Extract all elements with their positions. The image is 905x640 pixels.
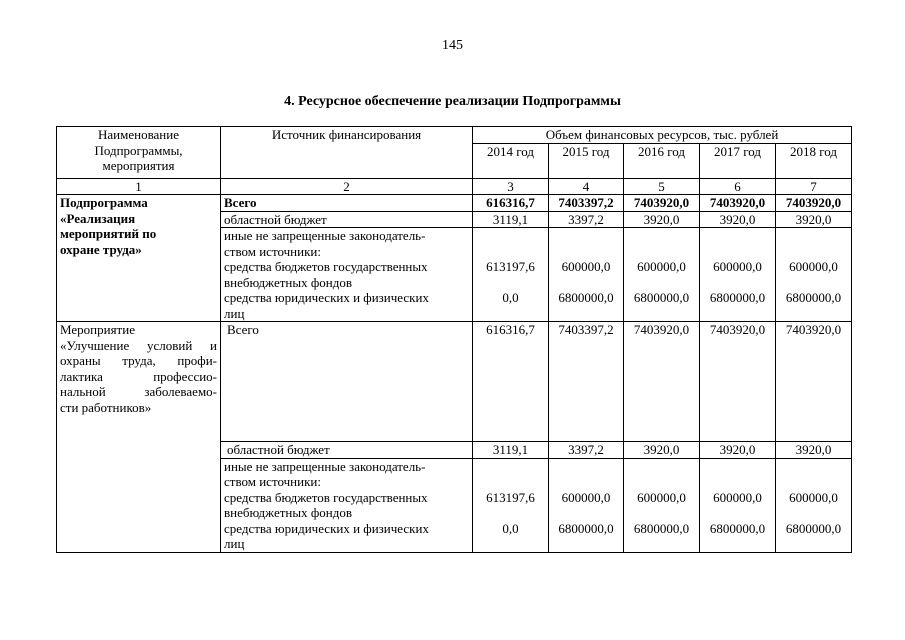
measure-total-label: Всего [221, 322, 473, 442]
legal-value: 6800000,0 [633, 290, 690, 305]
legal-value: 6800000,0 [558, 290, 614, 305]
subprogram-name-cell [57, 195, 221, 322]
legal-value: 6800000,0 [558, 520, 614, 536]
subprogram-total-2014: 616316,7 [473, 195, 549, 212]
subprogram-regional-2016: 3920,0 [624, 211, 700, 228]
label-line: ством источники: [224, 474, 321, 489]
measure-name-line: нальной заболеваемо- [60, 384, 217, 399]
funds-value: 600000,0 [561, 489, 611, 505]
column-number: 4 [549, 178, 624, 195]
measure-regional-2016: 3920,0 [624, 442, 700, 459]
measure-name-line: лактика профессио- [60, 368, 217, 384]
section-title: 4. Ресурсное обеспечение реализации Подпрограммы [284, 94, 621, 109]
subprogram-name-line: мероприятий по [60, 226, 157, 241]
subprogram-regional-2018: 3920,0 [776, 211, 852, 228]
header-name-line: Подпрограммы, [94, 142, 183, 158]
measure-name-line: сти работников» [60, 399, 152, 415]
label-line: средства бюджетов государственных [224, 259, 428, 274]
label-line: средства юридических и физических [224, 520, 429, 536]
subprogram-regional-2015: 3397,2 [549, 211, 624, 228]
legal-value: 6800000,0 [633, 520, 690, 536]
measure-total-2015: 7403397,2 [549, 322, 624, 442]
label-line: лиц [224, 536, 245, 551]
measure-total-2018: 7403920,0 [776, 322, 852, 442]
column-number: 5 [624, 178, 700, 195]
subprogram-regional-label: областной бюджет [221, 211, 473, 228]
subprogram-other-2014 [473, 228, 549, 322]
year-2018: 2018 год [776, 143, 852, 178]
label-line: средства бюджетов государственных [224, 489, 428, 505]
legal-value: 0,0 [502, 520, 519, 536]
subprogram-other-2015 [549, 228, 624, 322]
legal-value: 6800000,0 [785, 290, 842, 305]
subprogram-regional-2014: 3119,1 [473, 211, 549, 228]
year-2017: 2017 год [700, 143, 776, 178]
funds-value: 600000,0 [637, 489, 686, 505]
subprogram-name-line: «Реализация [60, 210, 136, 226]
measure-regional-2015: 3397,2 [549, 442, 624, 459]
measure-other-2014 [473, 458, 549, 552]
subprogram-name-line: охране труда» [60, 241, 142, 257]
measure-other-2015 [549, 458, 624, 552]
funds-value: 613197,6 [486, 489, 535, 505]
header-source-cell: Источник финансирования [221, 127, 473, 179]
subprogram-total-label: Всего [221, 195, 473, 212]
measure-regional-2014: 3119,1 [473, 442, 549, 459]
resource-table [56, 126, 852, 553]
subprogram-total-2017: 7403920,0 [700, 195, 776, 212]
measure-regional-2017: 3920,0 [700, 442, 776, 459]
subprogram-total-2018: 7403920,0 [776, 195, 852, 212]
subprogram-other-2018 [776, 228, 852, 322]
year-2014: 2014 год [473, 143, 549, 178]
funds-value: 600000,0 [713, 489, 762, 505]
subprogram-other-label [221, 228, 473, 322]
measure-name-line: Мероприятие [60, 322, 135, 337]
subprogram-total-2016: 7403920,0 [624, 195, 700, 212]
label-line: внебюджетных фондов [224, 274, 352, 290]
year-2015: 2015 год [549, 143, 624, 178]
measure-total-2017: 7403920,0 [700, 322, 776, 442]
header-name-line: Наименование [98, 127, 179, 142]
legal-value: 6800000,0 [709, 520, 766, 536]
measure-name-line: «Улучшение условий и [60, 337, 217, 353]
header-volume-group: Объем финансовых ресурсов, тыс. рублей [473, 127, 852, 144]
page-number: 145 [442, 38, 463, 53]
subprogram-total-2015: 7403397,2 [549, 195, 624, 212]
column-number: 3 [473, 178, 549, 195]
measure-other-label [221, 458, 473, 552]
funds-value: 600000,0 [789, 259, 838, 274]
subprogram-regional-2017: 3920,0 [700, 211, 776, 228]
header-row [57, 127, 852, 144]
header-name-cell [57, 127, 221, 179]
legal-value: 6800000,0 [785, 520, 842, 536]
measure-regional-label: областной бюджет [221, 442, 473, 459]
label-line: иные не запрещенные законодатель- [224, 228, 426, 243]
subprogram-other-2017 [700, 228, 776, 322]
measure-total-2016: 7403920,0 [624, 322, 700, 442]
legal-value: 6800000,0 [709, 290, 766, 305]
measure-other-2018 [776, 458, 852, 552]
measure-other-2016 [624, 458, 700, 552]
column-number: 1 [57, 178, 221, 195]
measure-other-2017 [700, 458, 776, 552]
label-line: иные не запрещенные законодатель- [224, 458, 426, 474]
measure-regional-2018: 3920,0 [776, 442, 852, 459]
column-number: 2 [221, 178, 473, 195]
label-line: лиц [224, 305, 245, 321]
year-2016: 2016 год [624, 143, 700, 178]
measure-total-row [57, 322, 852, 442]
measure-total-2014: 616316,7 [473, 322, 549, 442]
label-line: внебюджетных фондов [224, 505, 352, 520]
legal-value: 0,0 [502, 290, 519, 305]
column-number: 6 [700, 178, 776, 195]
measure-name-cell [57, 322, 221, 553]
subprogram-name-line: Подпрограмма [60, 195, 148, 210]
funds-value: 600000,0 [713, 259, 762, 274]
subprogram-total-row [57, 195, 852, 212]
header-name-line: мероприятия [102, 158, 175, 173]
funds-value: 600000,0 [561, 259, 611, 274]
label-line: средства юридических и физических [224, 290, 429, 305]
funds-value: 600000,0 [789, 489, 838, 505]
column-numbers-row [57, 178, 852, 195]
column-number: 7 [776, 178, 852, 195]
funds-value: 600000,0 [637, 259, 686, 274]
funds-value: 613197,6 [486, 259, 535, 274]
measure-name-line: охраны труда, профи- [60, 353, 217, 368]
label-line: ством источники: [224, 243, 321, 259]
subprogram-other-2016 [624, 228, 700, 322]
